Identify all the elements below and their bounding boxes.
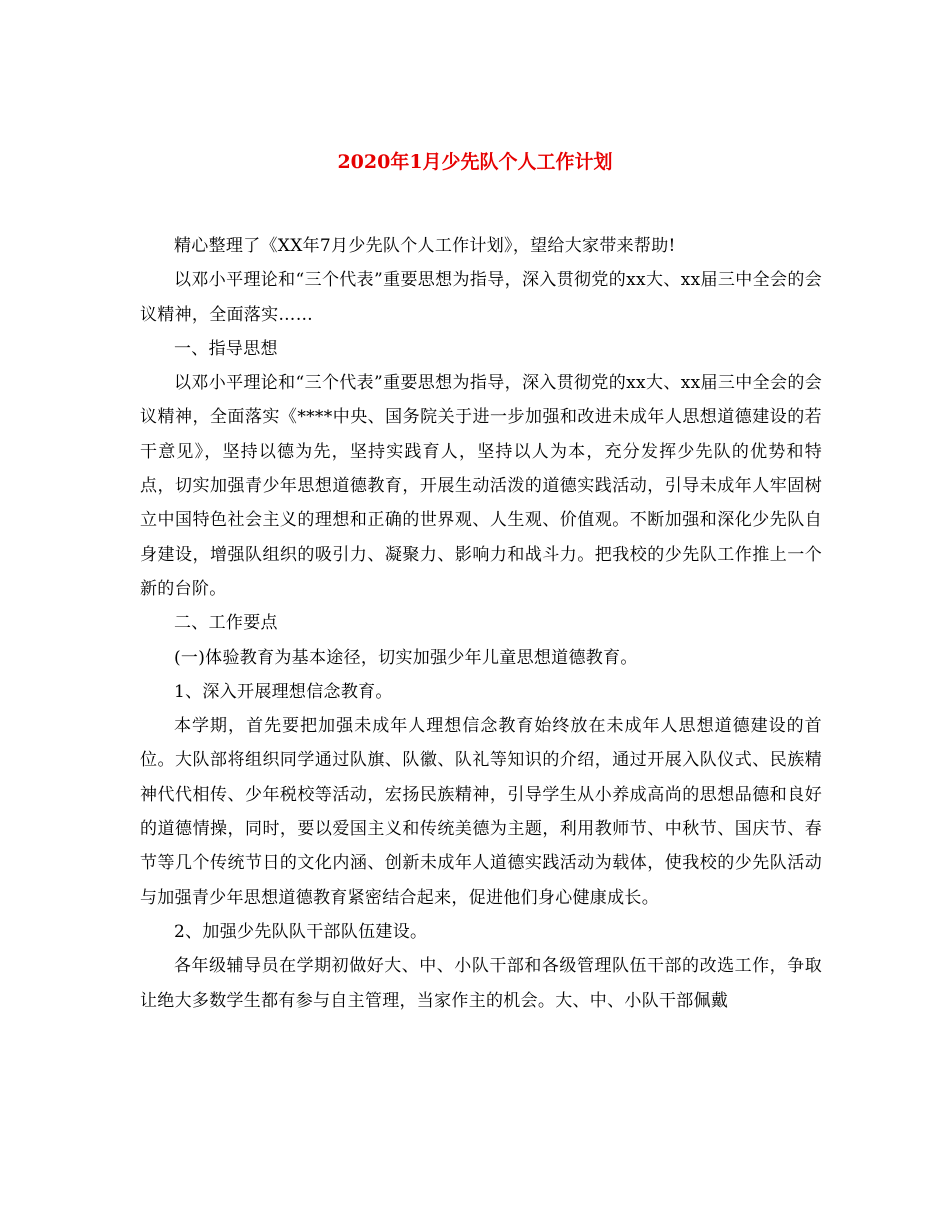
subheading-experience-education: (一)体验教育为基本途径，切实加强少年儿童思想道德教育。 (174, 647, 638, 668)
paragraph-summary: 以邓小平理论和“三个代表”重要思想为指导，深入贯彻党的xx大、xx届三中全会的会议精神，全面落实…… (140, 270, 822, 325)
document-body (140, 229, 822, 1018)
paragraph-cadre-team: 各年级辅导员在学期初做好大、中、小队干部和各级管理队伍干部的改选工作，争取让绝大多数学生都有参与自主管理，当家作主的机会。大、中、小队干部佩戴 (140, 956, 822, 1011)
paragraph-guiding-ideology: 以邓小平理论和“三个代表”重要思想为指导，深入贯彻党的xx大、xx届三中全会的会议精神，全面落实《****中央、国务院关于进一步加强和改进未成年人思想道德建设的若干意见》，坚持以德为先，坚持实践育人，坚持以人为本，充分发挥少先队的优势和特点，切实加强青少年思想道德教育，开展生动活泼的道德实践活动，引导未成年人牢固树立中国特色社会主义的理想和正确的世界观、人生观、价值观。不断加强和深化少先队自身建设，增强队组织的吸引力、凝聚力、影响力和战斗力。把我校的少先队工作推上一个新的台阶。 (140, 373, 822, 599)
paragraph-ideal-belief: 本学期，首先要把加强未成年人理想信念教育始终放在未成年人思想道德建设的首位。大队部将组织同学通过队旗、队徽、队礼等知识的介绍，通过开展入队仪式、民族精神代代相传、少年税校等活动，宏扬民族精神，引导学生从小养成高尚的思想品德和良好的道德情操，同时，要以爱国主义和传统美德为主题，利用教师节、中秋节、国庆节、春节等几个传统节日的文化内涵、创新未成年人道德实践活动为载体，使我校的少先队活动与加强青少年思想道德教育紧密结合起来，促进他们身心健康成长。 (140, 716, 822, 908)
subheading-cadre-team: 2、加强少先队队干部队伍建设。 (174, 921, 428, 942)
heading-work-points: 二、工作要点 (174, 613, 278, 634)
paragraph-intro: 精心整理了《XX年7月少先队个人工作计划》，望给大家带来帮助! (174, 236, 676, 256)
document-title: 2020年1月少先队个人工作计划 (337, 151, 613, 173)
heading-guiding-ideology: 一、指导思想 (174, 338, 278, 359)
subheading-ideal-belief: 1、深入开展理想信念教育。 (174, 681, 393, 702)
